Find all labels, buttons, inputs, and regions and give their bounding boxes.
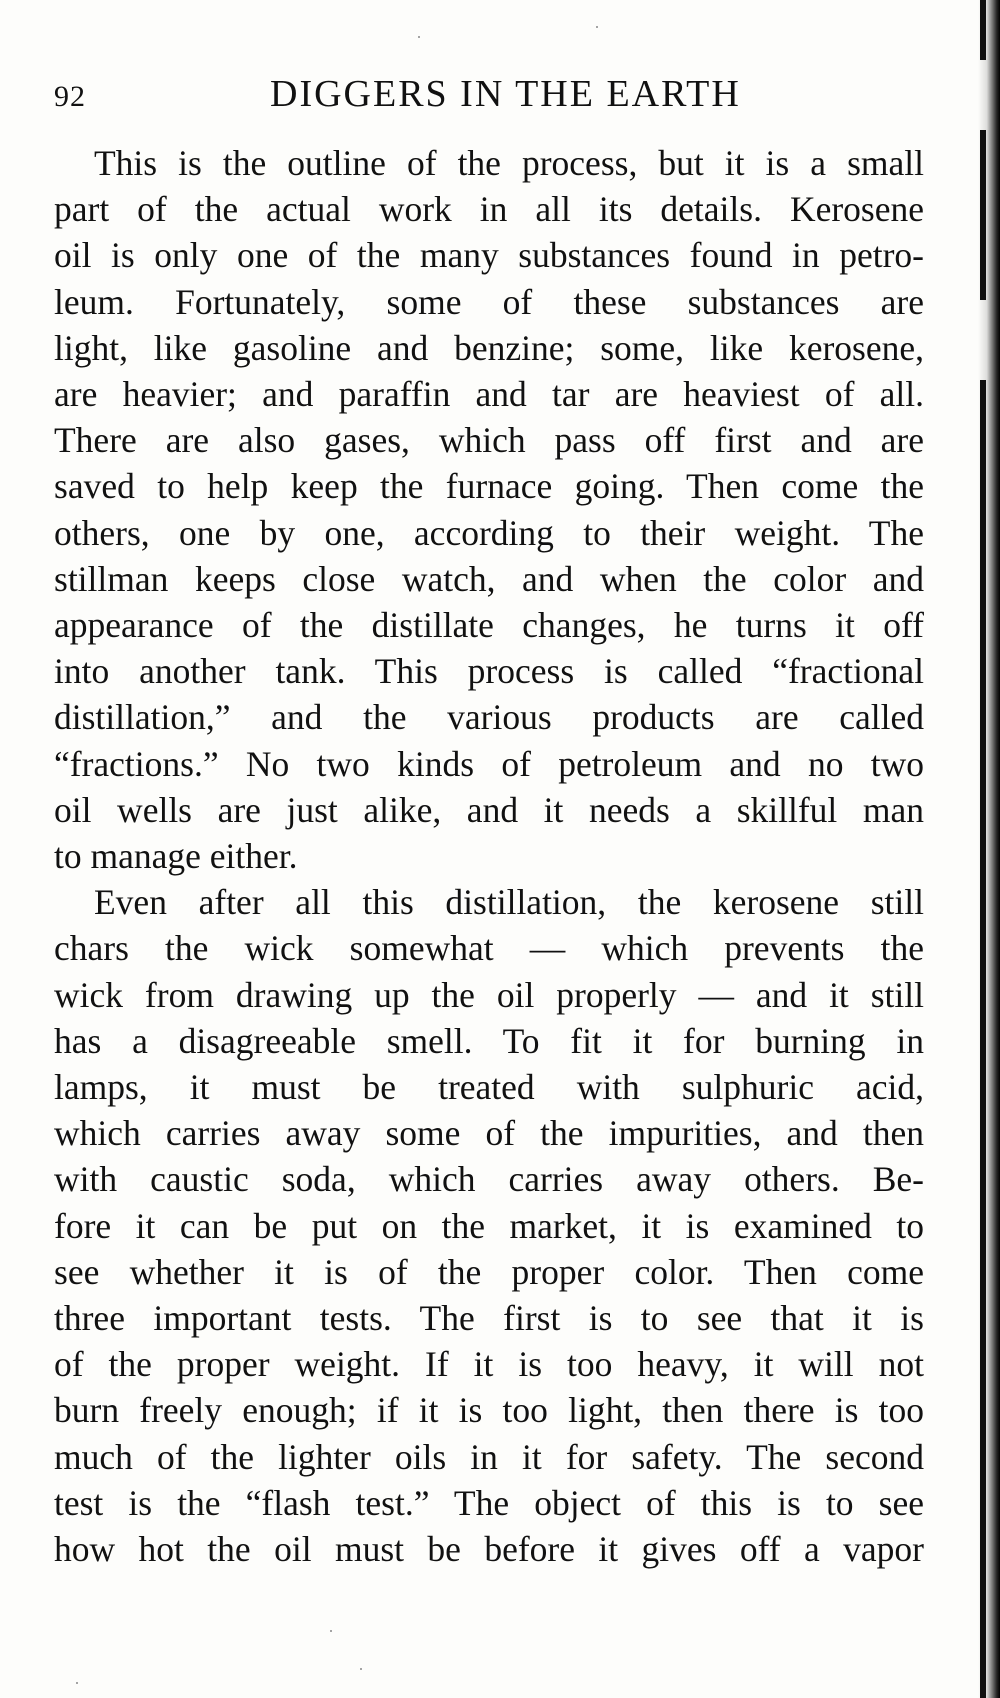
paper-speck (360, 1668, 362, 1670)
paper-speck (330, 1630, 332, 1632)
text-line: part of the actual work in all its details. Kerosene (54, 189, 924, 230)
text-line: with caustic soda, which carries away others. Be- (54, 1159, 924, 1200)
text-line: light, like gasoline and benzine; some, like kerosene, (54, 327, 924, 368)
text-line: which carries away some of the impurities, and then (54, 1113, 924, 1154)
text-line: chars the wick somewhat — which prevents the (54, 928, 924, 969)
page-header (54, 70, 934, 122)
text-line: lamps, it must be treated with sulphuric acid, (54, 1067, 924, 1108)
text-line: fore it can be put on the market, it is examined to (54, 1205, 924, 1246)
text-line: of the proper weight. If it is too heavy, it will not (54, 1344, 924, 1385)
text-line: much of the lighter oils in it for safety. The second (54, 1436, 924, 1477)
text-line: see whether it is of the proper color. Then come (54, 1251, 924, 1292)
paper-speck (596, 26, 598, 28)
text-line: stillman keeps close watch, and when the color and (54, 558, 924, 599)
page-edge-mark (980, 380, 986, 1698)
text-line: are heavier; and paraffin and tar are heaviest of all. (54, 374, 924, 415)
page-number: 92 (54, 80, 86, 113)
running-title: DIGGERS IN THE EARTH (270, 73, 741, 115)
text-line: “fractions.” No two kinds of petroleum and no two (54, 743, 924, 784)
text-line: saved to help keep the furnace going. Then come the (54, 466, 924, 507)
body-text (54, 140, 924, 1572)
text-line: appearance of the distillate changes, he turns it off (54, 605, 924, 646)
text-line: oil is only one of the many substances found in petro- (54, 235, 924, 276)
page-edge-mark (980, 130, 986, 300)
text-line: to manage either. (54, 836, 298, 877)
text-line: three important tests. The first is to see that it is (54, 1298, 924, 1339)
text-line: wick from drawing up the oil properly — and it still (54, 974, 924, 1015)
page-edge-mark (980, 0, 986, 60)
text-line: burn freely enough; if it is too light, then there is too (54, 1390, 924, 1431)
paragraph (54, 879, 924, 1572)
text-line: distillation,” and the various products are called (54, 697, 924, 738)
text-line: Even after all this distillation, the kerosene still (94, 882, 924, 923)
text-line: test is the “flash test.” The object of this is to see (54, 1482, 924, 1523)
paper-speck (76, 1682, 78, 1684)
text-line: has a disagreeable smell. To fit it for burning in (54, 1020, 924, 1061)
text-line: into another tank. This process is called “fractional (54, 651, 924, 692)
text-line: others, one by one, according to their weight. The (54, 512, 924, 553)
text-line: leum. Fortunately, some of these substances are (54, 281, 924, 322)
text-line: This is the outline of the process, but it is a small (94, 143, 924, 183)
paper-speck (418, 36, 420, 38)
text-line: There are also gases, which pass off first and are (54, 420, 924, 461)
paragraph (54, 140, 924, 879)
text-line: oil wells are just alike, and it needs a skillful man (54, 789, 924, 830)
text-line: how hot the oil must be before it gives off a vapor (54, 1529, 924, 1570)
